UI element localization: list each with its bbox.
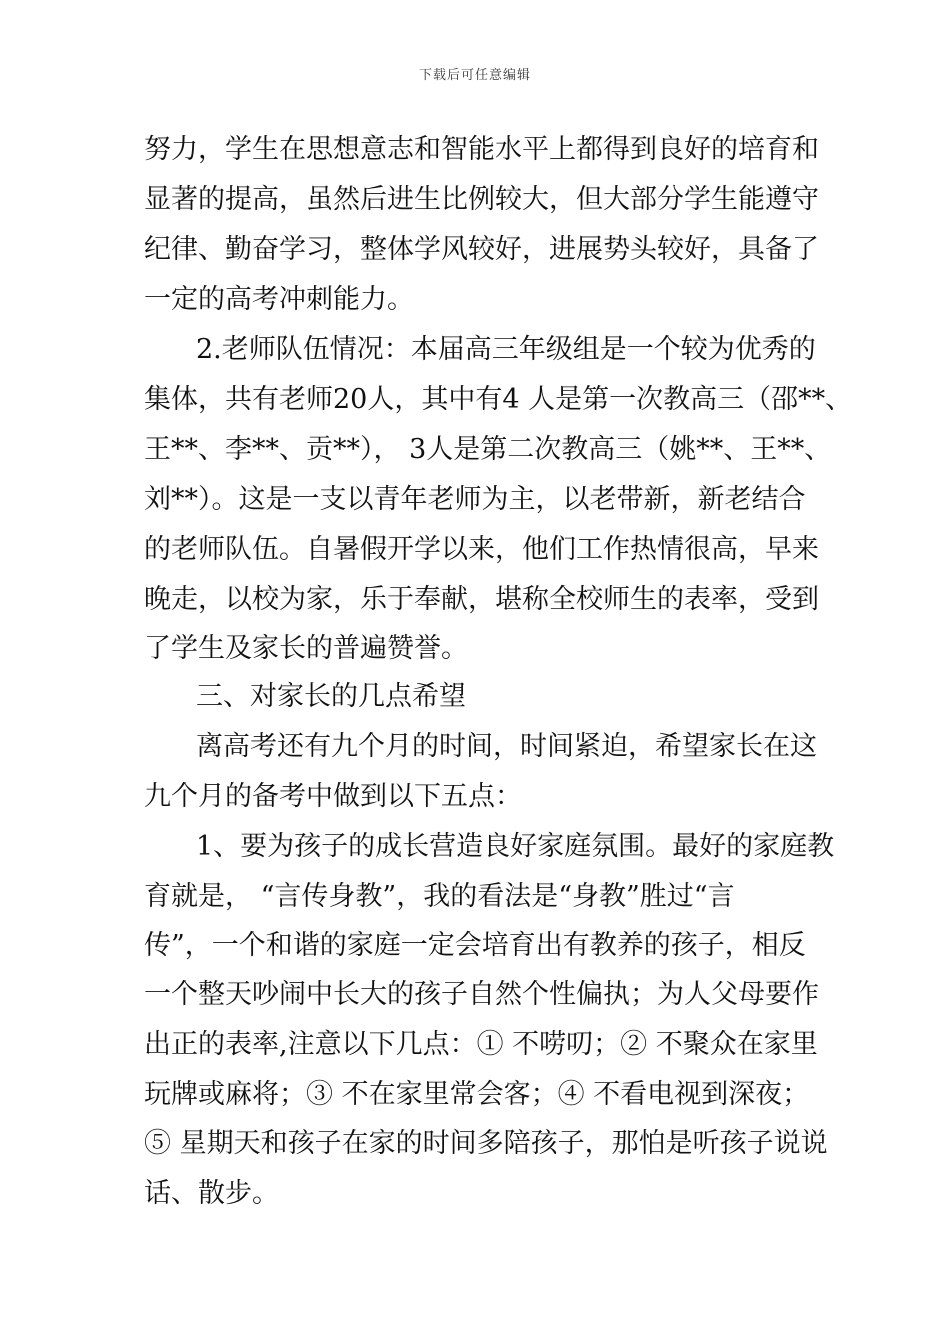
paragraph-heading: 2.老师队伍情况：本届高三年级组是一个较为优秀的 — [196, 334, 816, 365]
text-line: 的老师队伍。自暑假开学以来，他们工作热情很高，早来 — [144, 534, 819, 565]
text-line: 玩牌或麻将；③ 不在家里常会客；④ 不看电视到深夜； — [144, 1079, 810, 1110]
text-line: 一个整天吵闹中长大的孩子自然个性偏执；为人父母要作 — [144, 979, 819, 1010]
page-header: 下载后可任意编辑 — [418, 68, 531, 83]
section-heading: 三、对家长的几点希望 — [196, 681, 466, 712]
text-line: 出正的表率,注意以下几点：① 不唠叨；② 不聚众在家里 — [144, 1029, 818, 1060]
text-line: 集体，共有老师20人，其中有4 人是第一次教高三（邵**、 — [144, 384, 853, 415]
text-line: 显著的提高，虽然后进生比例较大，但大部分学生能遵守 — [144, 184, 819, 215]
text-line: 刘**）。这是一支以青年老师为主，以老带新，新老结合 — [144, 484, 806, 515]
text-line: 话、散步。 — [144, 1178, 279, 1209]
text-line: 了学生及家长的普遍赞誉。 — [144, 633, 468, 664]
text-line: 九个月的备考中做到以下五点： — [144, 781, 522, 812]
text-line: 努力，学生在思想意志和智能水平上都得到良好的培育和 — [144, 134, 819, 165]
text-line: 王**、李**、贡**）， 3人是第二次教高三（姚**、王**、 — [144, 434, 832, 465]
text-line: 育就是， “言传身教”，我的看法是“身教”胜过“言 — [144, 881, 735, 912]
text-line: 一定的高考冲刺能力。 — [144, 284, 414, 315]
text-line: 离高考还有九个月的时间，时间紧迫，希望家长在这 — [196, 731, 817, 762]
text-line: 晚走，以校为家，乐于奉献，堪称全校师生的表率，受到 — [144, 584, 819, 615]
text-line: ⑤ 星期天和孩子在家的时间多陪孩子，那怕是听孩子说说 — [144, 1128, 828, 1159]
text-line: 1、要为孩子的成长营造良好家庭氛围。最好的家庭教 — [196, 831, 835, 862]
text-line: 传”，一个和谐的家庭一定会培育出有教养的孩子，相反 — [144, 930, 806, 961]
text-line: 纪律、勤奋学习，整体学风较好，进展势头较好，具备了 — [144, 234, 819, 265]
